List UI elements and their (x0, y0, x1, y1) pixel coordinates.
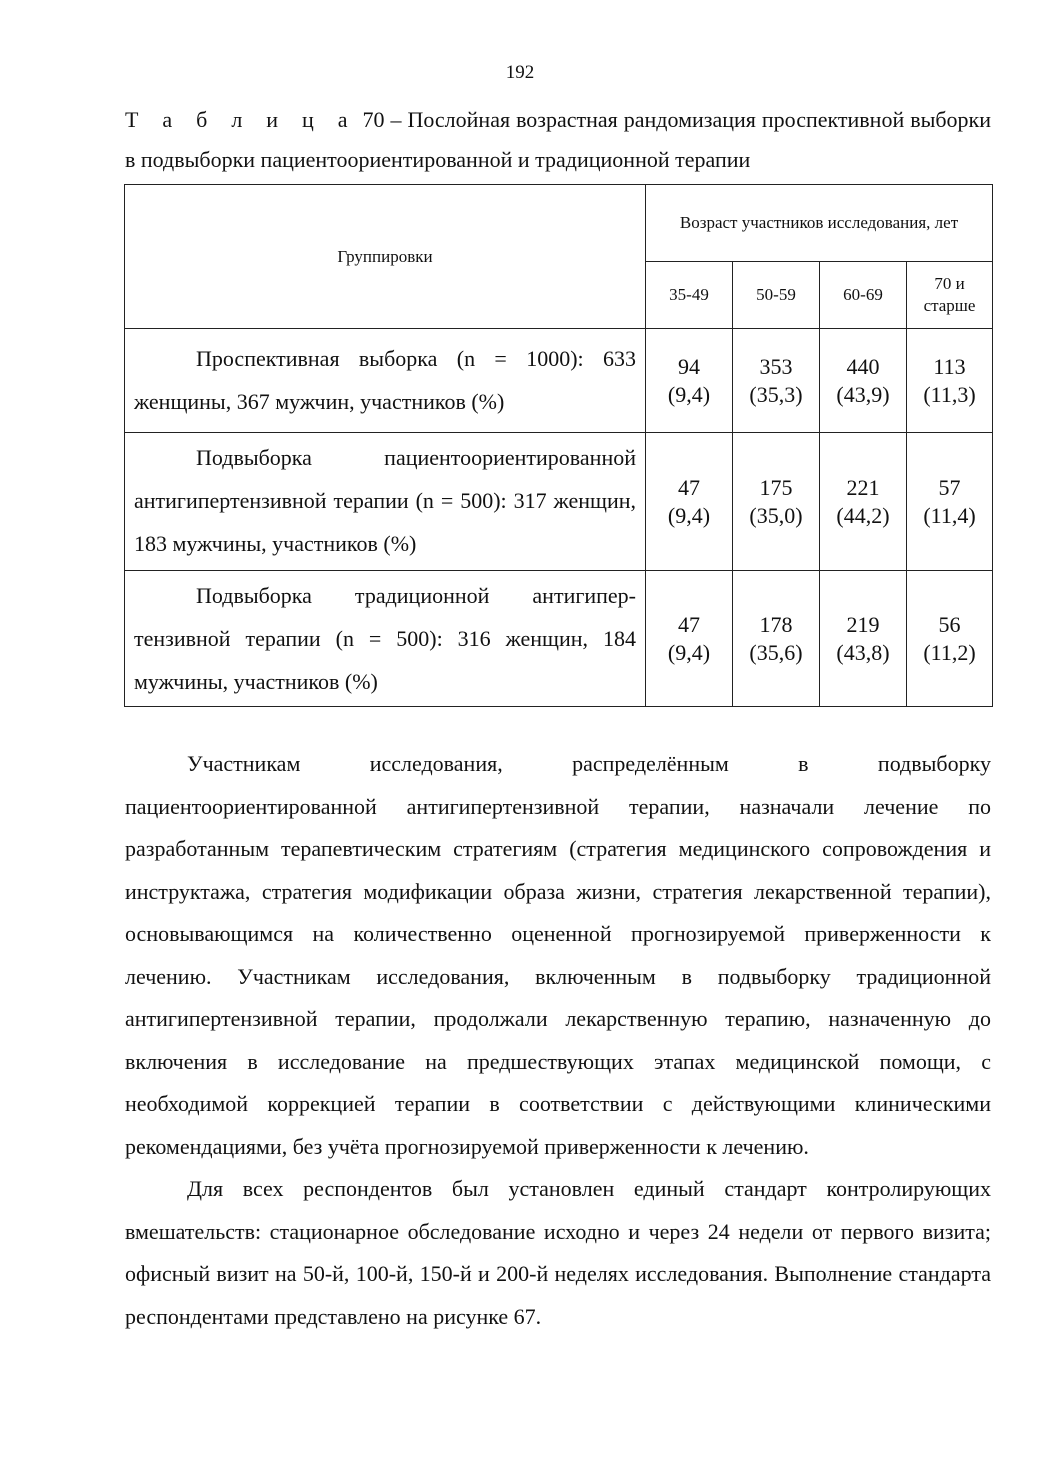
age-column-header: 35-49 (646, 262, 733, 329)
paragraph: Участникам исследования, распределённым в подвыборку пациентоориентированной антигипертензивной терапии, назначали лечение по разработанным терапевтическим стратегиям (стратегия медицинского сопровождения и инструктажа, стратегия модификации образа жизни, стратегия лекарственной терапии), основывающимся на количественно оцененной прогнозируемой приверженности к лечению. Участникам исследования, включенным в подвыборку традиционной антигипертензивной терапии, продолжали лекарственную терапию, назначенную до включения в исследование на предшествующих этапах медицинской помощи, с необходимой коррекцией терапии в соответствии с действующими клиническими рекомендациями, без учёта прогнозируемой приверженности к лечению. (125, 751, 991, 1159)
age-column-header: 60-69 (820, 262, 907, 329)
value-count: 353 (759, 353, 793, 379)
value-cell (820, 433, 907, 571)
value-count: 113 (933, 353, 966, 379)
age-column-header: 50-59 (733, 262, 820, 329)
value-cell (733, 329, 820, 433)
value-percent: (43,9) (836, 381, 890, 407)
row-label-cell (125, 571, 646, 707)
value-percent: (11,4) (923, 502, 976, 528)
row-label: Подвыборка традиционной антигипер-тензивной терапии (n = 500): 316 женщин, 184 мужчины, участников (%) (134, 583, 636, 694)
value-count: 94 (678, 353, 700, 379)
value-cell (907, 433, 993, 571)
group-header: Группировки (337, 246, 433, 266)
value-percent: (9,4) (667, 639, 711, 665)
age-header-cell (646, 185, 993, 262)
value-count: 56 (938, 611, 961, 637)
value-count: 221 (846, 474, 880, 500)
value-count: 47 (678, 611, 700, 637)
value-cell (820, 571, 907, 707)
value-cell (646, 329, 733, 433)
value-count: 57 (938, 474, 961, 500)
value-cell (646, 571, 733, 707)
value-percent: (43,8) (836, 639, 890, 665)
age-column-header: 70 и старше (907, 262, 993, 329)
row-label: Подвыборка пациентоориентированной антигипертензивной терапии (n = 500): 317 женщин, 183 мужчины, участников (%) (134, 445, 636, 556)
table-row (125, 329, 993, 433)
table-caption (125, 100, 991, 180)
value-cell (733, 571, 820, 707)
value-cell (907, 329, 993, 433)
row-label-cell (125, 329, 646, 433)
body-text (125, 743, 991, 1338)
value-percent: (35,6) (749, 639, 803, 665)
value-percent: (11,3) (923, 381, 976, 407)
caption-text-line-1: 70 – Послойная возрастная рандомизация проспективной выборки (362, 107, 992, 132)
value-percent: (35,0) (749, 502, 803, 528)
page-number: 192 (505, 62, 535, 83)
value-count: 175 (759, 474, 793, 500)
value-percent: (9,4) (667, 381, 711, 407)
paragraph: Для всех респондентов был установлен единый стандарт контролирующих вмешательств: стационарное обследование исходно и через 24 недели от первого визита; офисный визит на 50-й, 100-й, 150-й и 200-й неделях исследования. Выполнение стандарта респондентами представлено на рисунке 67. (125, 1176, 991, 1329)
caption-line-1 (125, 100, 991, 140)
value-count: 178 (759, 611, 793, 637)
caption-label: Т а б л и ц а (125, 107, 357, 132)
row-label: Проспективная выборка (n = 1000): 633 женщины, 367 мужчин, участников (%) (134, 346, 636, 414)
value-percent: (35,3) (749, 381, 803, 407)
value-count: 219 (846, 611, 880, 637)
value-cell (646, 433, 733, 571)
value-count: 440 (846, 353, 880, 379)
age-distribution-table (124, 184, 993, 707)
caption-text-line-2: в подвыборки пациентоориентированной и традиционной терапии (125, 147, 751, 172)
value-percent: (44,2) (836, 502, 890, 528)
value-cell (820, 329, 907, 433)
table-row (125, 571, 993, 707)
value-percent: (9,4) (667, 502, 711, 528)
value-percent: (11,2) (923, 639, 976, 665)
value-cell (733, 433, 820, 571)
row-label-cell (125, 433, 646, 571)
value-count: 47 (678, 474, 700, 500)
value-cell (907, 571, 993, 707)
table-row (125, 433, 993, 571)
age-header: Возраст участников исследования, лет (679, 213, 959, 232)
group-header-cell (125, 185, 646, 329)
